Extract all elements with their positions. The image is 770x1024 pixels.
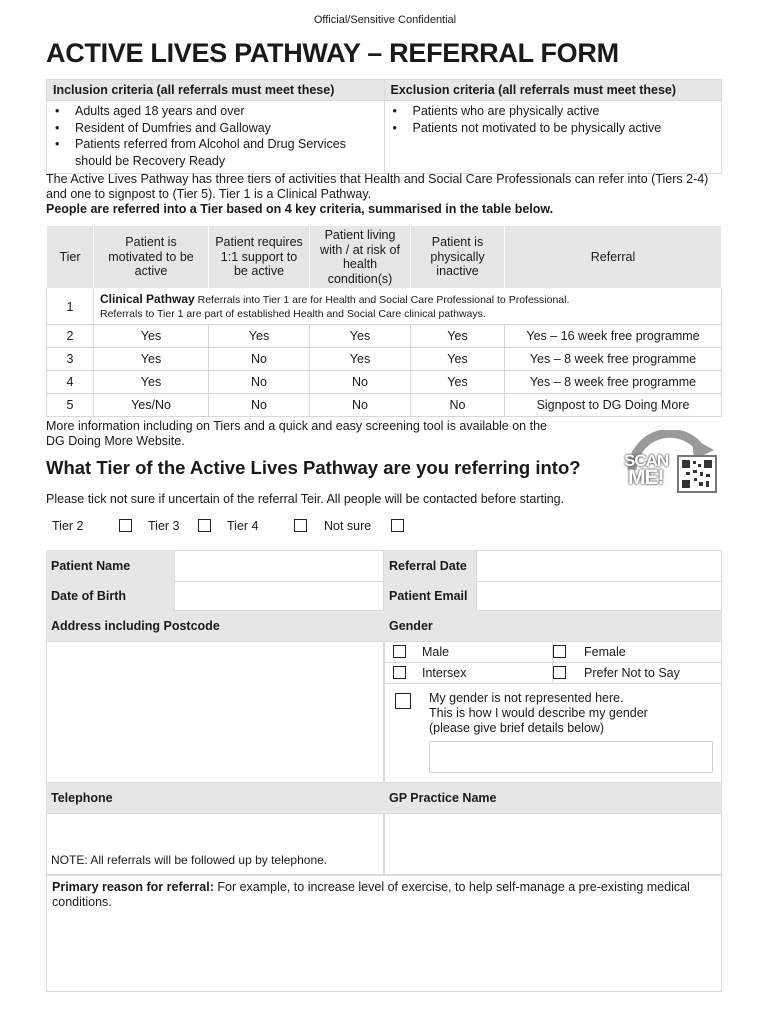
table-cell: Yes — [411, 371, 505, 394]
gender-other-text — [429, 691, 648, 736]
table-cell: Yes – 16 week free programme — [505, 325, 722, 348]
prefer-not-to-say-label: Prefer Not to Say — [584, 666, 680, 680]
primary-reason-input[interactable] — [46, 875, 722, 992]
intro-bold: People are referred into a Tier based on 4 key criteria, summarised in the table below. — [46, 202, 554, 216]
tier-3-label: Tier 3 — [148, 519, 180, 533]
table-cell: Yes — [94, 325, 209, 348]
not-sure-checkbox[interactable] — [391, 519, 404, 532]
telephone-note: NOTE: All referrals will be followed up by telephone. — [51, 853, 328, 867]
classification-label: Official/Sensitive Confidential — [313, 14, 457, 26]
prefer-not-to-say-checkbox[interactable] — [553, 666, 566, 679]
table-row — [47, 289, 722, 325]
col-header: Referral — [505, 226, 722, 289]
table-cell: Yes — [411, 325, 505, 348]
table-cell: 2 — [47, 325, 94, 348]
table-cell: Signpost to DG Doing More — [505, 394, 722, 417]
list-item: • Resident of Dumfries and Galloway — [75, 120, 378, 137]
scan-me-qr[interactable] — [622, 430, 722, 500]
referral-form — [46, 550, 722, 992]
patient-email-label: Patient Email — [384, 581, 476, 611]
gp-practice-input[interactable] — [384, 813, 722, 875]
referral-date-input[interactable] — [476, 550, 722, 582]
intersex-checkbox[interactable] — [393, 666, 406, 679]
address-label: Address including Postcode — [46, 611, 384, 641]
table-row — [47, 394, 722, 417]
tier-4-label: Tier 4 — [227, 519, 259, 533]
inclusion-heading: Inclusion criteria (all referrals must meet these) — [47, 80, 385, 101]
list-item: • Patients who are physically active — [413, 103, 716, 120]
clinical-pathway-text2: Referrals to Tier 1 are part of established Health and Social Care clinical pathways. — [100, 308, 486, 320]
male-label: Male — [422, 645, 450, 659]
table-cell: No — [209, 371, 310, 394]
table-cell: 4 — [47, 371, 94, 394]
col-header: Patient requires 1:1 support to be active — [209, 226, 310, 289]
dob-input[interactable] — [174, 581, 384, 611]
exclusion-list — [391, 103, 716, 136]
tier-2-label: Tier 2 — [52, 519, 84, 533]
tier-cell: 1 — [47, 289, 94, 325]
intro-paragraph — [46, 172, 726, 217]
table-cell: 3 — [47, 348, 94, 371]
gp-practice-label: GP Practice Name — [384, 783, 722, 813]
more-info-text: More information including on Tiers and a quick and easy screening tool is available on the DG Doing More Website. — [46, 419, 547, 448]
tier-4-checkbox[interactable] — [294, 519, 307, 532]
col-header: Tier — [47, 226, 94, 289]
table-cell: No — [411, 394, 505, 417]
intersex-label: Intersex — [422, 666, 467, 680]
table-cell: Yes – 8 week free programme — [505, 348, 722, 371]
table-cell: Yes – 8 week free programme — [505, 371, 722, 394]
table-cell: No — [310, 371, 411, 394]
gender-other-line: (please give brief details below) — [429, 721, 605, 735]
telephone-label: Telephone — [46, 783, 384, 813]
exclusion-heading: Exclusion criteria (all referrals must meet these) — [384, 80, 722, 101]
tier-2-checkbox[interactable] — [119, 519, 132, 532]
table-cell: Yes — [310, 325, 411, 348]
address-input[interactable] — [46, 641, 384, 783]
intro-text: The Active Lives Pathway has three tiers of activities that Health and Social Care Professionals can refer into (Tiers 2-4) and one to signpost to (Tier 5). Tier 1 is a Clinical Pathway. — [46, 172, 709, 201]
clinical-pathway-text1: Referrals into Tier 1 are for Health and Social Care Professional to Professional. — [197, 294, 570, 306]
referral-date-label: Referral Date — [384, 550, 476, 582]
gender-label: Gender — [384, 611, 722, 641]
list-item: • Patients referred from Alcohol and Drug Services should be Recovery Ready — [75, 136, 378, 169]
table-cell: Yes — [94, 348, 209, 371]
col-header: Patient living with / at risk of health condition(s) — [310, 226, 411, 289]
page-title: ACTIVE LIVES PATHWAY – REFERRAL FORM — [46, 38, 619, 68]
table-cell: Yes — [411, 348, 505, 371]
female-checkbox[interactable] — [553, 645, 566, 658]
primary-reason-hint: For example, to increase level of exercise, to help self-manage a pre-existing medical conditions. — [52, 880, 690, 909]
table-cell: No — [310, 394, 411, 417]
me-text: ME! — [628, 466, 664, 489]
clinical-pathway-cell — [94, 289, 722, 325]
telephone-input[interactable] — [46, 813, 384, 875]
gender-other-line: This is how I would describe my gender — [429, 706, 648, 720]
gender-other-checkbox[interactable] — [395, 693, 411, 709]
tier-question-note: Please tick not sure if uncertain of the referral Teir. All people will be contacted before starting. — [46, 492, 565, 506]
inclusion-list — [53, 103, 378, 169]
female-label: Female — [584, 645, 626, 659]
tier-question-heading: What Tier of the Active Lives Pathway are you referring into? — [46, 457, 581, 478]
not-sure-label: Not sure — [324, 519, 372, 533]
clinical-pathway-label: Clinical Pathway — [100, 292, 195, 306]
list-item: • Patients not motivated to be physically active — [413, 120, 716, 137]
scan-text: SCAN — [624, 451, 669, 470]
tier-table — [46, 225, 722, 417]
gender-description-input[interactable] — [429, 741, 713, 773]
male-checkbox[interactable] — [393, 645, 406, 658]
col-header: Patient is physically inactive — [411, 226, 505, 289]
tier-options — [52, 519, 432, 535]
gender-other-line: My gender is not represented here. — [429, 691, 624, 705]
table-row — [47, 371, 722, 394]
table-cell: Yes — [310, 348, 411, 371]
table-cell: No — [209, 348, 310, 371]
table-row — [47, 348, 722, 371]
table-cell: Yes/No — [94, 394, 209, 417]
patient-name-label: Patient Name — [46, 550, 174, 582]
table-cell: 5 — [47, 394, 94, 417]
criteria-table — [46, 79, 722, 174]
col-header: Patient is motivated to be active — [94, 226, 209, 289]
table-cell: No — [209, 394, 310, 417]
primary-reason-label: Primary reason for referral: — [52, 880, 214, 894]
patient-email-input[interactable] — [476, 581, 722, 611]
table-row — [47, 325, 722, 348]
table-cell: Yes — [209, 325, 310, 348]
dob-label: Date of Birth — [46, 581, 174, 611]
tier-3-checkbox[interactable] — [198, 519, 211, 532]
table-cell: Yes — [94, 371, 209, 394]
list-item: • Adults aged 18 years and over — [75, 103, 378, 120]
patient-name-input[interactable] — [174, 550, 384, 582]
gender-panel — [384, 641, 722, 783]
